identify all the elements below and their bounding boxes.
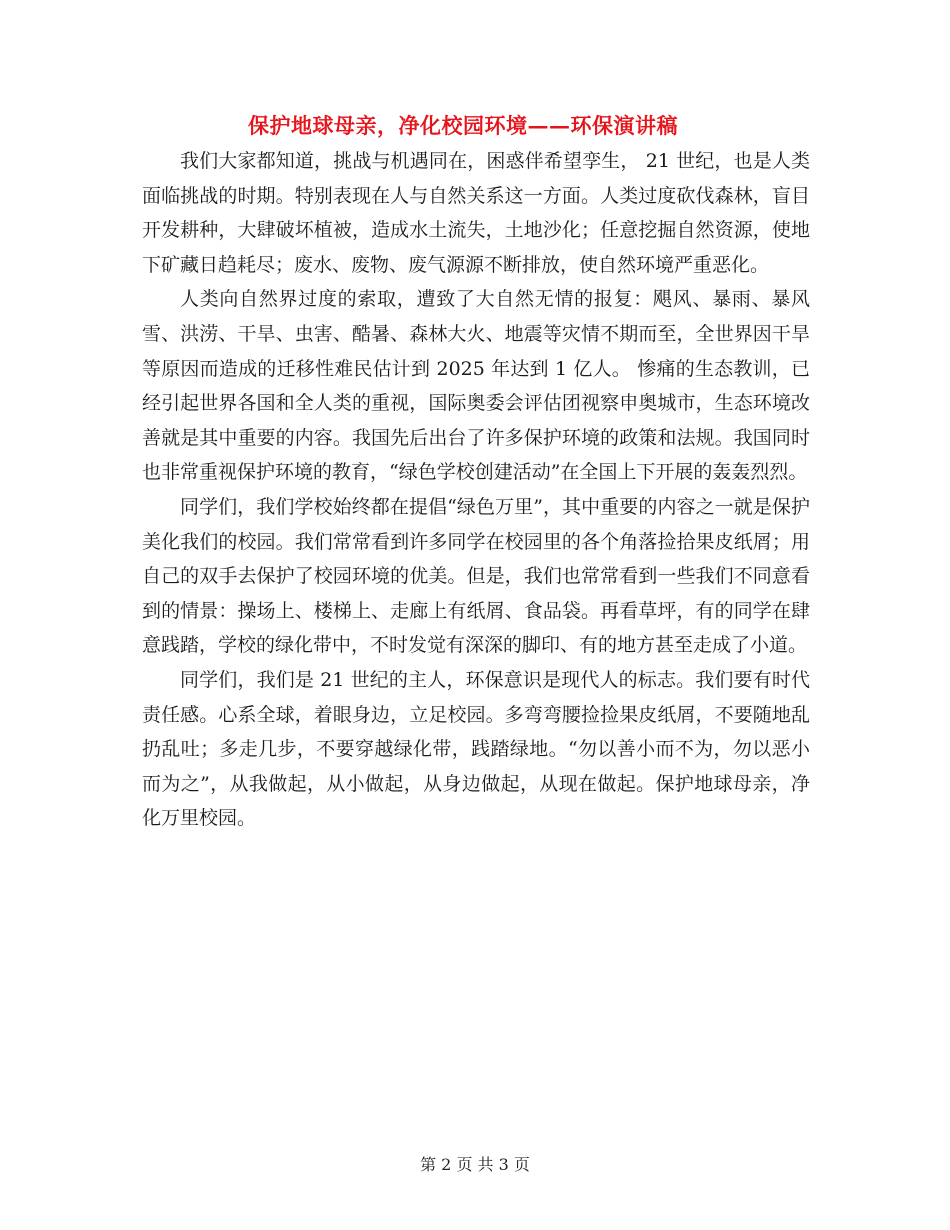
document-title: 保护地球母亲，净化校园环境——环保演讲稿 xyxy=(248,113,678,138)
page-number-footer: 第 2 页 共 3 页 xyxy=(420,1155,530,1174)
paragraph-4: 同学们，我们是 21 世纪的主人，环保意识是现代人的标志。我们要有时代责任感。心系全球，着眼身边，立足校园。多弯弯腰捡捡果皮纸屑，不要随地乱扔乱吐；多走几步，不要穿越绿化带，践踏绿地。“勿以善小而不为，勿以恶小而为之”，从我做起，从小做起，从身边做起，从现在做起。保护地球母亲，净化万里校园。 xyxy=(142,668,810,830)
paragraph-3: 同学们，我们学校始终都在提倡“绿色万里”，其中重要的内容之一就是保护美化我们的校园。我们常常看到许多同学在校园里的各个角落捡拾果皮纸屑；用自己的双手去保护了校园环境的优美。但是，我们也常常看到一些我们不同意看到的情景：操场上、楼梯上、走廊上有纸屑、食品袋。再看草坪，有的同学在肆意践踏，学校的绿化带中，不时发觉有深深的脚印、有的地方甚至走成了小道。 xyxy=(142,495,810,657)
paragraph-2: 人类向自然界过度的索取，遭致了大自然无情的报复：飓风、暴雨、暴风雪、洪涝、干旱、虫害、酷暑、森林大火、地震等灾情不期而至，全世界因干旱等原因而造成的迁移性难民估计到 2025 年达到 1 亿人。 惨痛的生态教训，已经引起世界各国和全人类的重视，国际奥委会评估团视察申奥城市，生态环境改善就是其中重要的内容。我国先后出台了许多保护环境的政策和法规。我国同时也非常重视保护环境的教育，“绿色学校创建活动”在全国上下开展的轰轰烈烈。 xyxy=(142,288,810,484)
paragraph-1: 我们大家都知道，挑战与机遇同在，困惑伴希望孪生， 21 世纪，也是人类面临挑战的时期。特别表现在人与自然关系这一方面。人类过度砍伐森林，盲目开发耕种，大肆破坏植被，造成水土流失，土地沙化；任意挖掘自然资源，使地下矿藏日趋耗尽；废水、废物、废气源源不断排放，使自然环境严重恶化。 xyxy=(142,150,810,276)
document-body xyxy=(142,144,810,836)
